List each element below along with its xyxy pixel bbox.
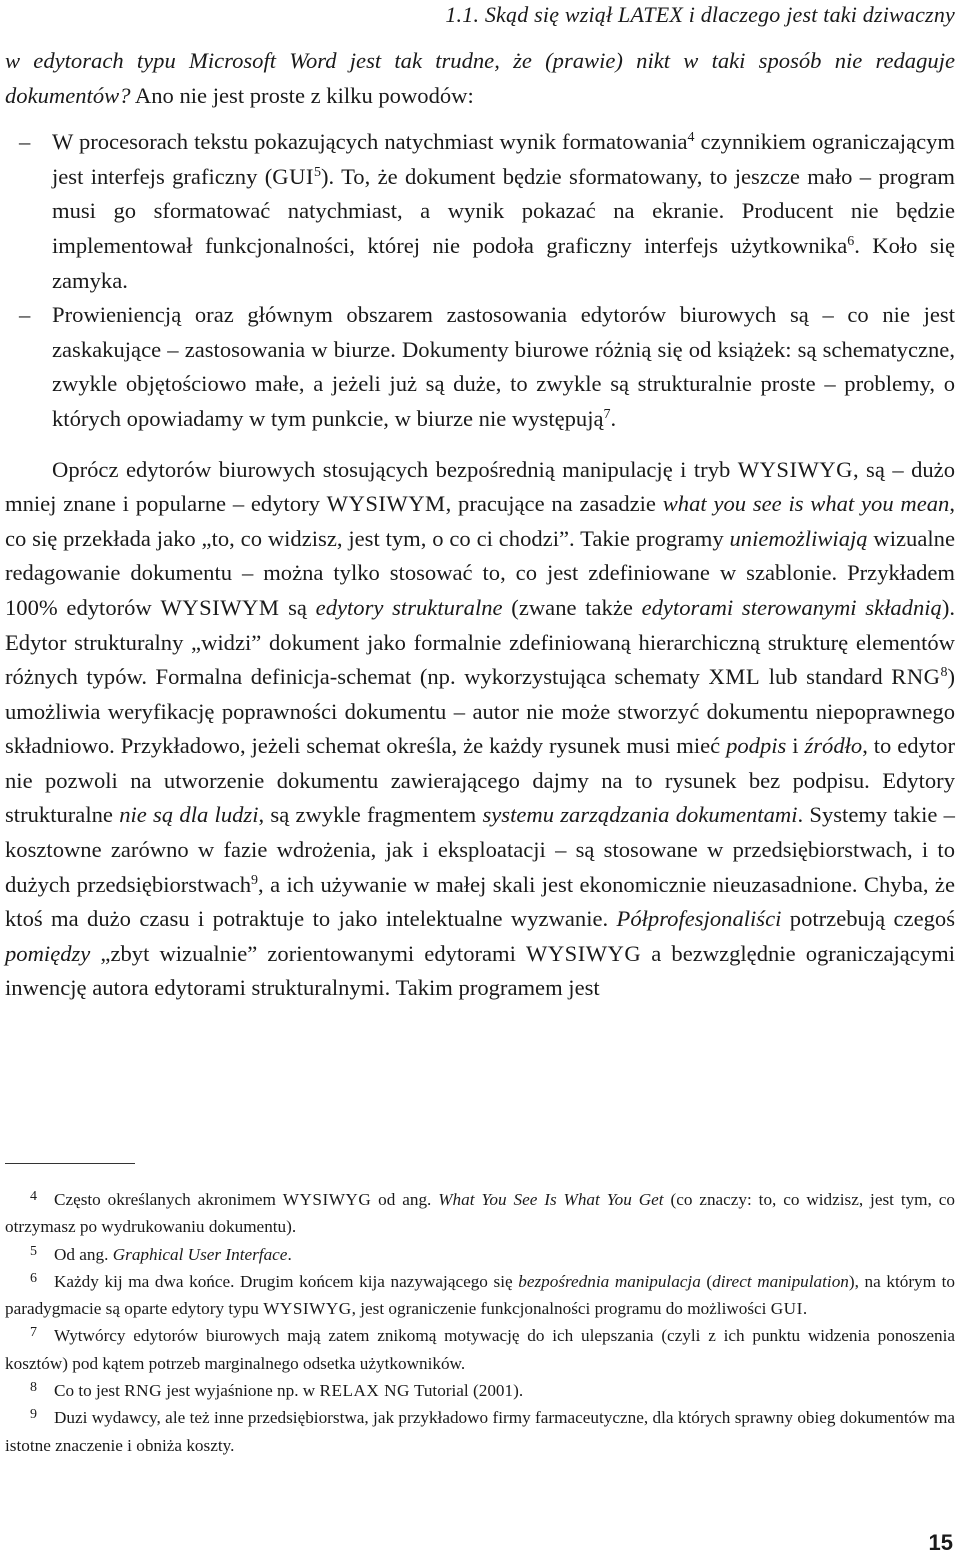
document-page [5, 0, 955, 1561]
acronym-wysiwyg: WYSIWYG [526, 940, 642, 966]
footnote-7: 7 Wytwórcy edytorów biurowych mają zatem znikomą motywację do ich ulepszania (czyli z ich punktu widzenia ponoszenia kosztów) pod kątem potrzeb marginalnego odsetka użytkowników. [5, 1325, 955, 1373]
bullet-text: ). To, że dokument będzie sformatowany, to jeszcze mało – program musi go sformatować natychmiast, a wynik pokazać na ekranie. Producent nie będzie implementował funkcjonalności, której nie podoła graficzny interfejs użytkownika [52, 163, 955, 258]
bullet-list [5, 125, 955, 436]
acronym-wysiwym: WYSIWYM [160, 594, 280, 620]
footnote-rule [5, 1163, 135, 1164]
footnote-6: 6 Każdy kij ma dwa końce. Drugim końcem kija nazywającego się bezpośrednia manipulacja (direct manipulation), na którym to paradygmacie są oparte edytory typu WYSIWYG, jest ograniczenie funkcjonalności programu do możliwości GUI. [5, 1270, 956, 1319]
bullet-text: czynnikiem ograniczającym jest interfejs graficzny ( [52, 129, 955, 189]
footnote-ref-8[interactable]: 8 [940, 665, 948, 681]
footnote-ref-6[interactable]: 6 [847, 233, 855, 249]
page-number: 15 [928, 1530, 953, 1555]
footnotes [5, 1186, 955, 1459]
acronym-rng: RNG [891, 664, 941, 690]
acronym-wysiwyg: WYSIWYG [737, 456, 853, 482]
list-item [5, 125, 955, 298]
footnote-ref-9[interactable]: 9 [251, 872, 259, 888]
footnote-4: 4 Często określanych akronimem WYSIWYG od ang. What You See Is What You Get (co znaczy: to, co widzisz, jest tym, co otrzymasz po wydrukowaniu dokumentu). [5, 1189, 955, 1237]
running-header: 1.1. Skąd się wziął LATEX i dlaczego jest taki dziwaczny [445, 2, 955, 27]
bullet-dash: – [19, 129, 31, 155]
abbr-gui: GUI [272, 163, 314, 189]
bullet-dash: – [19, 302, 31, 328]
intro-italic: w edytorach typu Microsoft Word jest tak trudne, że (prawie) nikt w taki sposób nie redaguje dokumentów? [5, 48, 955, 108]
footnote-9: 9 Duzi wydawcy, ale też inne przedsiębiorstwa, jak przykładowo firmy farmaceutyczne, dla których sprawny obieg dokumentów ma istotne znaczenie i obniża koszty. [5, 1407, 955, 1455]
acronym-wysiwym: WYSIWYM [326, 491, 446, 517]
list-item [5, 298, 955, 436]
intro-plain: Ano nie jest proste z kilku powodów: [130, 82, 474, 108]
footnote-ref-5[interactable]: 5 [313, 164, 321, 180]
acronym-xml: XML [708, 664, 761, 690]
main-text [5, 44, 955, 1006]
footnote-8: 8 Co to jest RNG jest wyjaśnione np. w RELAX NG Tutorial (2001). [30, 1380, 524, 1401]
footnote-ref-7[interactable]: 7 [603, 406, 611, 422]
main-paragraph: Oprócz edytorów biurowych stosujących bezpośrednią manipulację i tryb WYSIWYG, są – dużo mniej znane i popularne – edytory WYSIWYM, pracujące na zasadzie what you see is what you mean, co się przekłada jako „to, co widzisz, jest tym, o co ci chodzi”. Takie programy uniemożliwiają wizualne redagowanie dokumentu – można tylko stosować to, co jest zdefiniowane w szablonie. Przykładem 100% edytorów WYSIWYM są edytory strukturalne (zwane także edytorami sterowanymi składnią). Edytor strukturalny „widzi” dokument jako formalnie zdefiniowaną hierarchiczną strukturę elementów różnych typów. Formalna definicja-schemat (np. wykorzystująca schematy XML lub standard RNG$^8$) umożliwia weryfikację poprawności dokumentu – autor nie może stworzyć dokumentu niepoprawnego składniowo. Przykładowo, jeżeli schemat określa, że każdy rysunek musi mieć podpis i źródło, to edytor nie pozwoli na utworzenie dokumentu zawierającego dajmy na to rysunek bez podpisu. Edytory strukturalne nie są dla ludzi, są zwykle fragmentem systemu zarządzania dokumentami. Systemy takie – kosztowne zarówno w fazie wdrożenia, jak i eksploatacji – są stosowane w przedsiębiorstwach, i to dużych przedsiębiorstwach$^9$, a ich używanie w małej skali jest ekonomicznie nieuzasadnione. Chyba, że ktoś ma dużo czasu i potraktuje to jako intelektualne wyzwanie. Półprofesjonaliści potrzebują czegoś pomiędzy „zbyt wizualnie” zorientowanymi edytorami WYSIWYG a bezwzględnie ograniczającymi inwencję autora edytorami strukturalnymi. Takim programem jest [5, 456, 956, 1001]
bullet-text: . Koło się zamyka. [52, 232, 955, 293]
bullet-text: W procesorach tekstu pokazujących natychmiast wynik formatowania [52, 129, 688, 155]
footnote-ref-4[interactable]: 4 [687, 130, 695, 146]
footnote-5: 5 Od ang. Graphical User Interface. [30, 1243, 292, 1264]
intro-line [5, 44, 955, 113]
bullet-text: Prowieniencją oraz głównym obszarem zastosowania edytorów biurowych są – co nie jest zaskakujące – zastosowania w biurze. Dokumenty biurowe różnią się od książek: są schematyczne, zwykle objętościowo małe, a jeżeli już są duże, to zwykle są strukturalnie proste – problemy, o których opowiadamy w tym punkcie, w biurze nie występują [52, 302, 955, 431]
bullet-text: . [610, 405, 617, 431]
